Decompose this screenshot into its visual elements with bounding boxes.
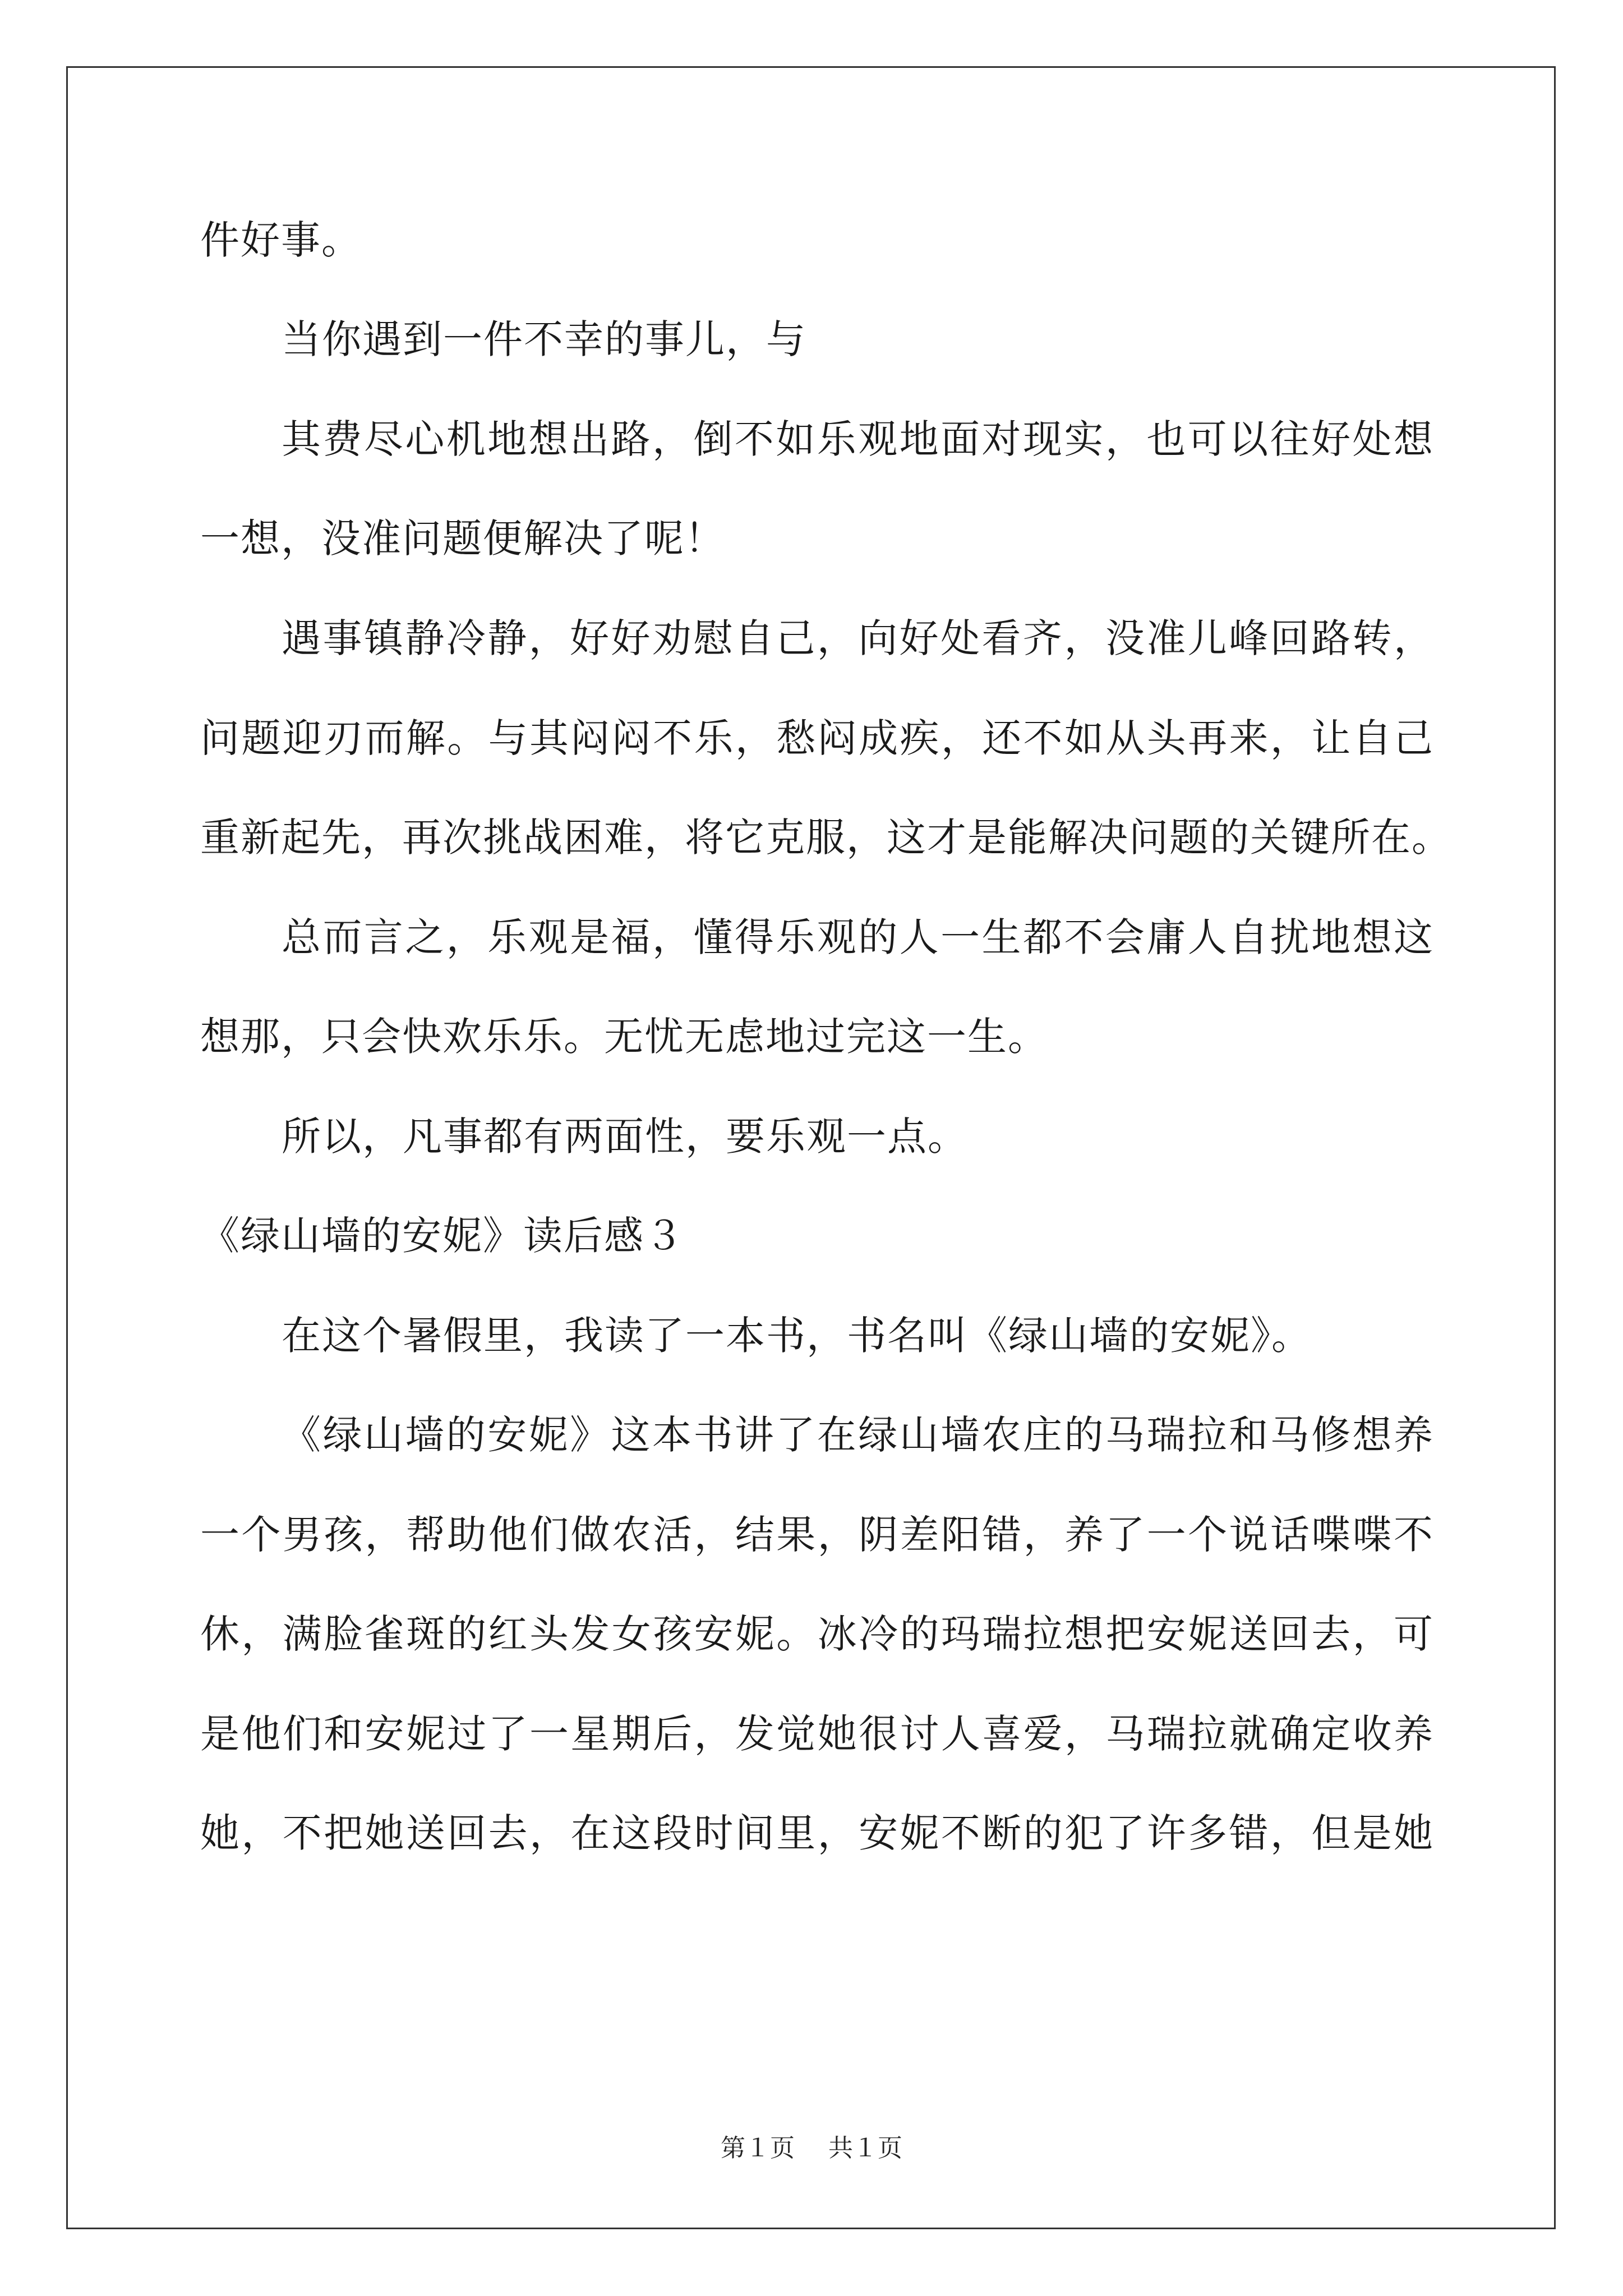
text-line-4: 一想，没准问题便解决了呢！ [200,516,725,562]
page-number: 第１页 [721,2134,795,2162]
section-heading: 《绿山墙的安妮》读后感３ [200,1213,685,1259]
text-line-9: 想那，只会快欢乐乐。无忧无虑地过完这一生。 [200,1014,1048,1060]
text-line-12: 在这个暑假里，我读了一本书，书名叫《绿山墙的安妮》。 [282,1313,1312,1359]
text-line-2: 当你遇到一件不幸的事儿，与 [282,316,806,362]
text-line-3: 其费尽心机地想出路，倒不如乐观地面对现实，也可以往好处想 [282,416,1434,462]
text-line-17: 她，不把她送回去，在这段时间里，安妮不断的犯了许多错，但是她 [200,1810,1434,1856]
text-line-8: 总而言之，乐观是福，懂得乐观的人一生都不会庸人自扰地想这 [282,914,1434,960]
text-line-13: 《绿山墙的安妮》这本书讲了在绿山墙农庄的马瑞拉和马修想养 [282,1412,1434,1458]
page-footer [0,2132,1623,2165]
text-line-7: 重新起先，再次挑战困难，将它克服，这才是能解决问题的关键所在。 [200,815,1452,861]
page-total: 共１页 [828,2134,902,2162]
text-line-14: 一个男孩，帮助他们做农活，结果，阴差阳错，养了一个说话喋喋不 [200,1512,1434,1558]
text-line-16: 是他们和安妮过了一星期后，发觉她很讨人喜爱，马瑞拉就确定收养 [200,1711,1434,1757]
text-line-5: 遇事镇静冷静，好好劝慰自己，向好处看齐，没准儿峰回路转， [282,615,1434,661]
text-line-6: 问题迎刃而解。与其闷闷不乐，愁闷成疾，还不如从头再来，让自己 [200,715,1434,761]
text-line-1: 件好事。 [200,217,362,263]
text-line-15: 休，满脸雀斑的红头发女孩安妮。冰冷的玛瑞拉想把安妮送回去，可 [200,1611,1434,1657]
text-line-10: 所以，凡事都有两面性，要乐观一点。 [282,1114,968,1159]
